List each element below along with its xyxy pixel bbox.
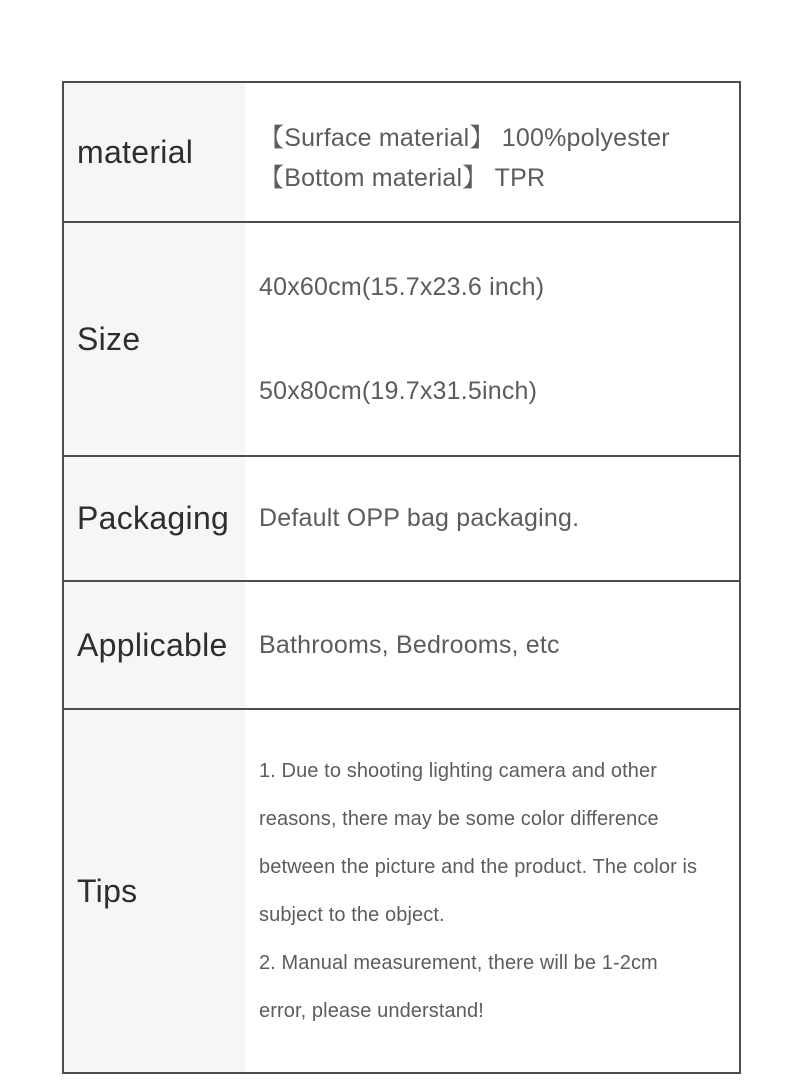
spec-label-material: material <box>64 83 245 221</box>
spec-label-applicable: Applicable <box>64 582 245 708</box>
size-option-1: 40x60cm(15.7x23.6 inch) <box>259 273 545 301</box>
tips-line-2: reasons, there may be some color difference <box>259 808 659 830</box>
material-surface-line: 【Surface material】 100%polyester <box>259 124 670 152</box>
tips-line-3: between the picture and the product. The color is <box>259 856 698 878</box>
spec-label-packaging: Packaging <box>64 457 245 580</box>
tips-line-5: 2. Manual measurement, there will be 1-2cm <box>259 952 658 974</box>
spec-value-packaging <box>245 457 739 580</box>
tips-line-4: subject to the object. <box>259 904 445 926</box>
size-option-2: 50x80cm(19.7x31.5inch) <box>259 377 538 405</box>
applicable-line: Bathrooms, Bedrooms, etc <box>259 630 560 659</box>
spec-value-material <box>245 83 739 221</box>
spec-row-tips <box>64 710 739 1072</box>
material-bottom-line: 【Bottom material】 TPR <box>259 164 546 192</box>
product-spec-table <box>62 81 741 1074</box>
spec-label-size: Size <box>64 223 245 455</box>
spec-value-tips <box>245 710 739 1072</box>
spec-value-size <box>245 223 739 455</box>
spec-value-applicable <box>245 582 739 708</box>
tips-line-1: 1. Due to shooting lighting camera and other <box>259 760 657 782</box>
spec-row-applicable <box>64 582 739 710</box>
packaging-line: Default OPP bag packaging. <box>259 504 580 532</box>
spec-row-size <box>64 223 739 457</box>
spec-row-material <box>64 83 739 223</box>
spec-row-packaging <box>64 457 739 582</box>
tips-line-6: error, please understand! <box>259 1000 484 1022</box>
spec-label-tips: Tips <box>64 710 245 1072</box>
